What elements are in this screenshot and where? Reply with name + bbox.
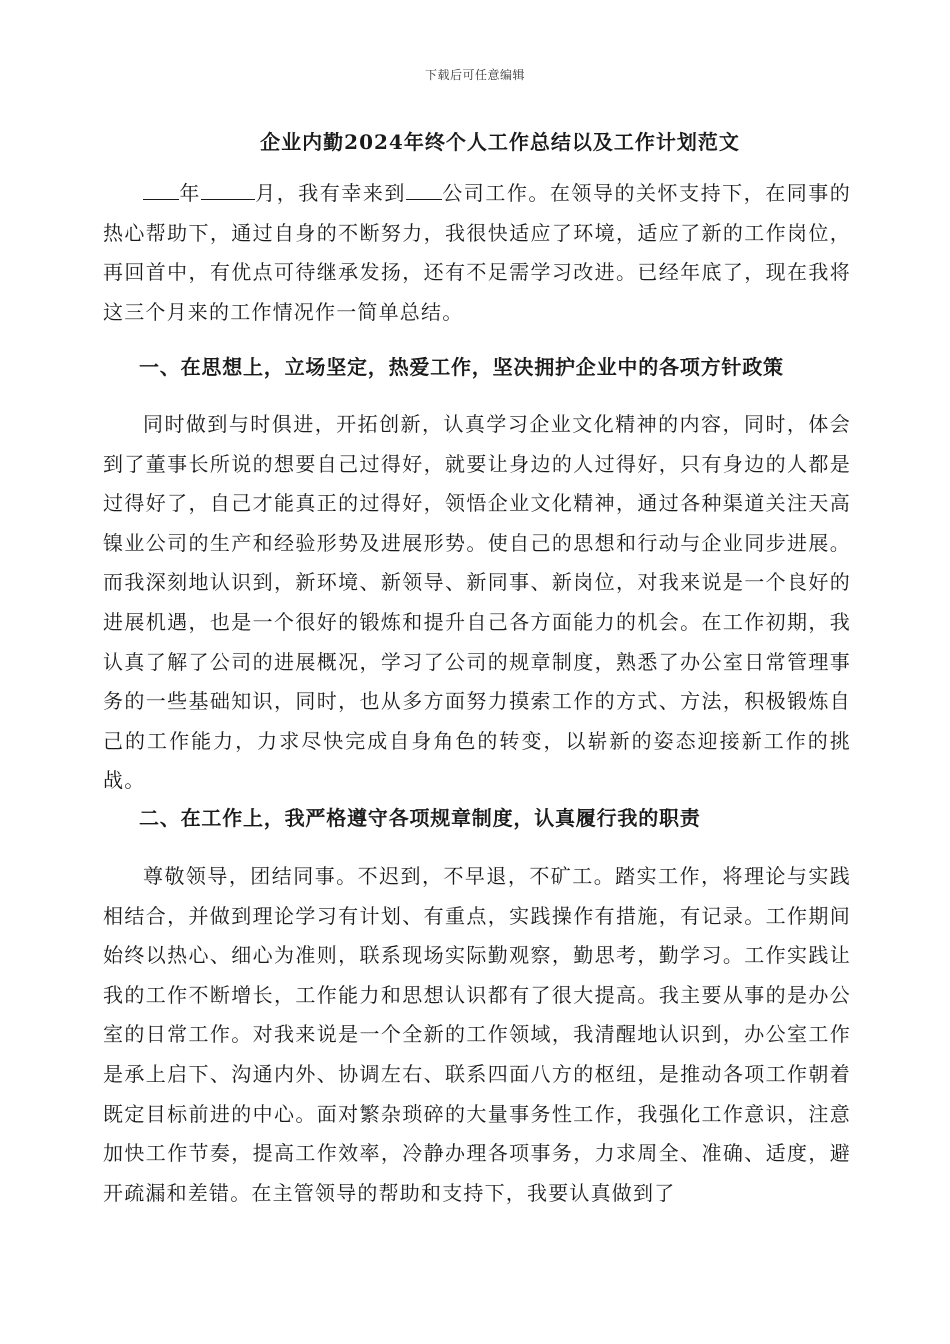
document-title: 企业内勤2024年终个人工作总结以及工作计划范文 — [260, 130, 740, 154]
blank-line — [143, 177, 179, 200]
section-2 — [103, 798, 851, 838]
section-1 — [103, 347, 851, 387]
intro-part3: 公司工作。在领导的关怀支持下，在同事的热心帮助下，通过自身的不断努力，我很快适应了环境，适应了新的工作岗位，再回首中，有优点可待继承发扬，还有不足需学习改进。已经年底了，现在我将这三个月来的工作情况作一简单总结。 — [103, 181, 851, 324]
section-1-heading: 一、在思想上，立场坚定，热爱工作，坚决拥护企业中的各项方针政策 — [139, 355, 784, 379]
header-note: 下载后可任意编辑 — [424, 68, 525, 82]
section-2-paragraph: 尊敬领导，团结同事。不迟到，不早退，不矿工。踏实工作，将理论与实践相结合，并做到理论学习有计划、有重点，实践操作有措施，有记录。工作期间始终以热心、细心为准则，联系现场实际勤观察，勤思考，勤学习。工作实践让我的工作不断增长，工作能力和思想认识都有了很大提高。我主要从事的是办公室的日常工作。对我来说是一个全新的工作领域，我清醒地认识到，办公室工作是承上启下、沟通内外、协调左右、联系四面八方的枢纽，是推动各项工作朝着既定目标前进的中心。面对繁杂琐碎的大量事务性工作，我强化工作意识，注意加快工作节奏，提高工作效率，冷静办理各项事务，力求周全、准确、适度，避开疏漏和差错。在主管领导的帮助和支持下，我要认真做到了 — [103, 864, 851, 1205]
section-1-body — [103, 405, 851, 801]
intro-part1: 年 — [179, 181, 201, 205]
intro-part2: 月，我有幸来到 — [254, 181, 406, 205]
section-2-body — [103, 857, 851, 1213]
section-1-paragraph: 同时做到与时俱进，开拓创新，认真学习企业文化精神的内容，同时，体会到了董事长所说的想要自己过得好，就要让身边的人过得好，只有身边的人都是过得好了，自己才能真正的过得好，领悟企业文化精神，通过各种渠道关注天高镍业公司的生产和经验形势及进展形势。使自己的思想和行动与企业同步进展。而我深刻地认识到，新环境、新领导、新同事、新岗位，对我来说是一个良好的进展机遇，也是一个很好的锻炼和提升自己各方面能力的机会。在工作初期，我认真了解了公司的进展概况，学习了公司的规章制度，熟悉了办公室日常管理事务的一些基础知识，同时，也从多方面努力摸索工作的方式、方法，积极锻炼自己的工作能力，力求尽快完成自身角色的转变，以崭新的姿态迎接新工作的挑战。 — [103, 412, 851, 793]
blank-line — [406, 177, 442, 200]
section-2-heading: 二、在工作上，我严格遵守各项规章制度，认真履行我的职责 — [139, 806, 701, 830]
intro-paragraph — [103, 174, 851, 332]
blank-line — [201, 177, 255, 200]
intro-block — [103, 174, 851, 332]
